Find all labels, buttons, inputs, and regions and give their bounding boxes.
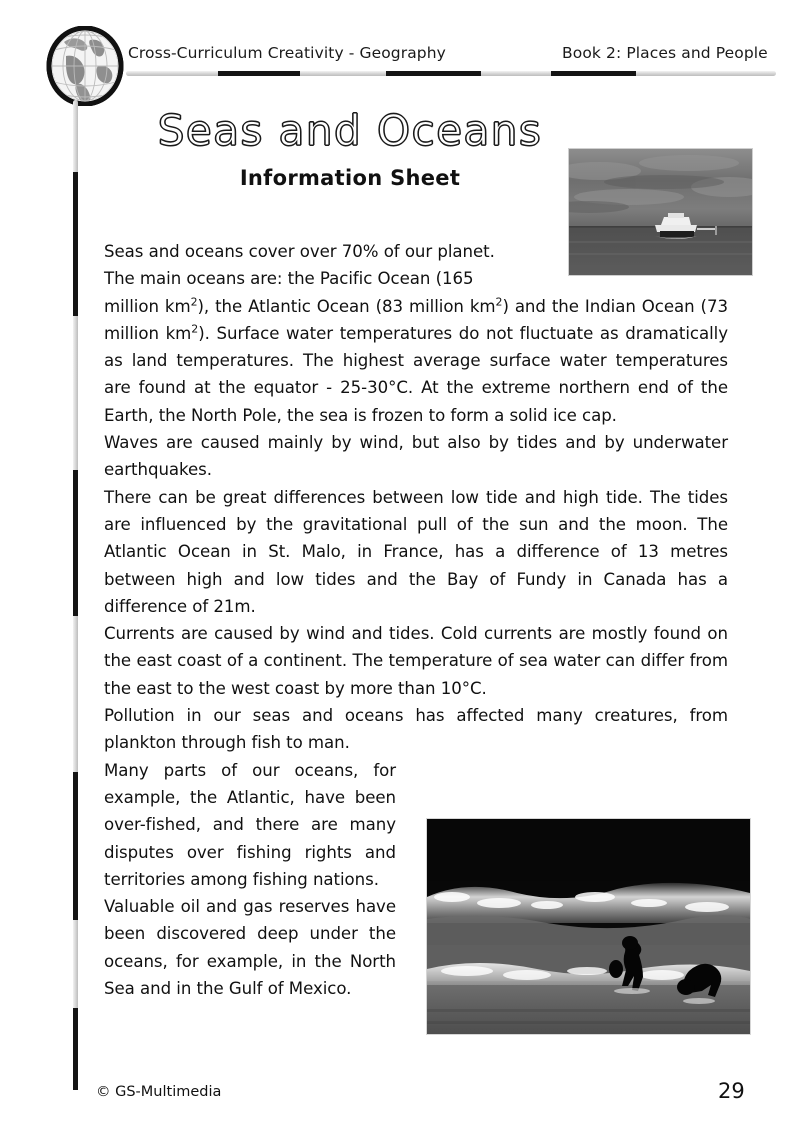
para1-line1: Seas and oceans cover over 70% of our planet. bbox=[104, 242, 495, 261]
left-margin-divider-segment bbox=[73, 772, 78, 920]
article-body bbox=[104, 238, 728, 1002]
para1-rest-b: ), the Atlantic Ocean (83 million km bbox=[197, 296, 496, 316]
superscript-2: 2 bbox=[190, 295, 198, 309]
paragraph-4: Currents are caused by wind and tides. Cold currents are mostly found on the east coast of a continent. The temperature of sea water can differ from the east to the west coast by more than 10°C. bbox=[104, 624, 728, 698]
superscript-2: 2 bbox=[191, 322, 199, 336]
para1-line2: The main oceans are: the Pacific Ocean (165 bbox=[104, 269, 474, 289]
header-divider-segment bbox=[386, 71, 481, 76]
footer-copyright: © GS-Multimedia bbox=[96, 1084, 222, 1100]
page-number: 29 bbox=[718, 1079, 745, 1103]
header-right-title: Book 2: Places and People bbox=[562, 44, 768, 62]
paragraph-2: Waves are caused mainly by wind, but also by tides and by underwater earthquakes. bbox=[104, 433, 728, 480]
page-title: Seas and Oceans bbox=[157, 106, 543, 155]
header-divider bbox=[126, 70, 776, 77]
left-margin-divider bbox=[72, 100, 79, 1090]
para1-rest-a: million km bbox=[104, 296, 191, 316]
para1-rest-c: ) and the Indian Ocean (73 million km bbox=[104, 296, 728, 343]
superscript-2: 2 bbox=[495, 295, 503, 309]
left-margin-divider-segment bbox=[73, 470, 78, 616]
photo-float-bottom bbox=[396, 757, 728, 987]
left-margin-divider-segment bbox=[73, 1008, 78, 1090]
header-divider-segment bbox=[218, 71, 300, 76]
globe-icon bbox=[46, 26, 124, 106]
paragraph-1 bbox=[104, 238, 728, 429]
paragraph-7: Valuable oil and gas reserves have been discovered deep under the oceans, for example, in the North Sea and in the Gulf of Mexico. bbox=[104, 897, 396, 999]
paragraph-3: There can be great differences between low tide and high tide. The tides are influenced by the gravitational pull of the sun and the moon. The Atlantic Ocean in St. Malo, in France, has a difference of 13 metres between high and low tides and the Bay of Fundy in Canada has a difference of 21m. bbox=[104, 487, 728, 616]
header-left-title: Cross-Curriculum Creativity - Geography bbox=[128, 44, 446, 62]
paragraph-6: Many parts of our oceans, for example, the Atlantic, have been over-fished, and there are many disputes over fishing rights and territories among fishing nations. bbox=[104, 760, 396, 889]
header-divider-segment bbox=[551, 71, 636, 76]
page-subtitle: Information Sheet bbox=[239, 166, 461, 190]
left-margin-divider-segment bbox=[73, 172, 78, 316]
para1-rest-d: ). Surface water temperatures do not fluctuate as dramatically as land temperatures. The highest average surface water temperatures are found at the equator - 25-30°C. At the extreme northern end of the Earth, the North Pole, the sea is frozen to form a solid ice cap. bbox=[104, 323, 728, 425]
paragraph-5: Pollution in our seas and oceans has affected many creatures, from plankton through fish to man. bbox=[104, 706, 728, 753]
